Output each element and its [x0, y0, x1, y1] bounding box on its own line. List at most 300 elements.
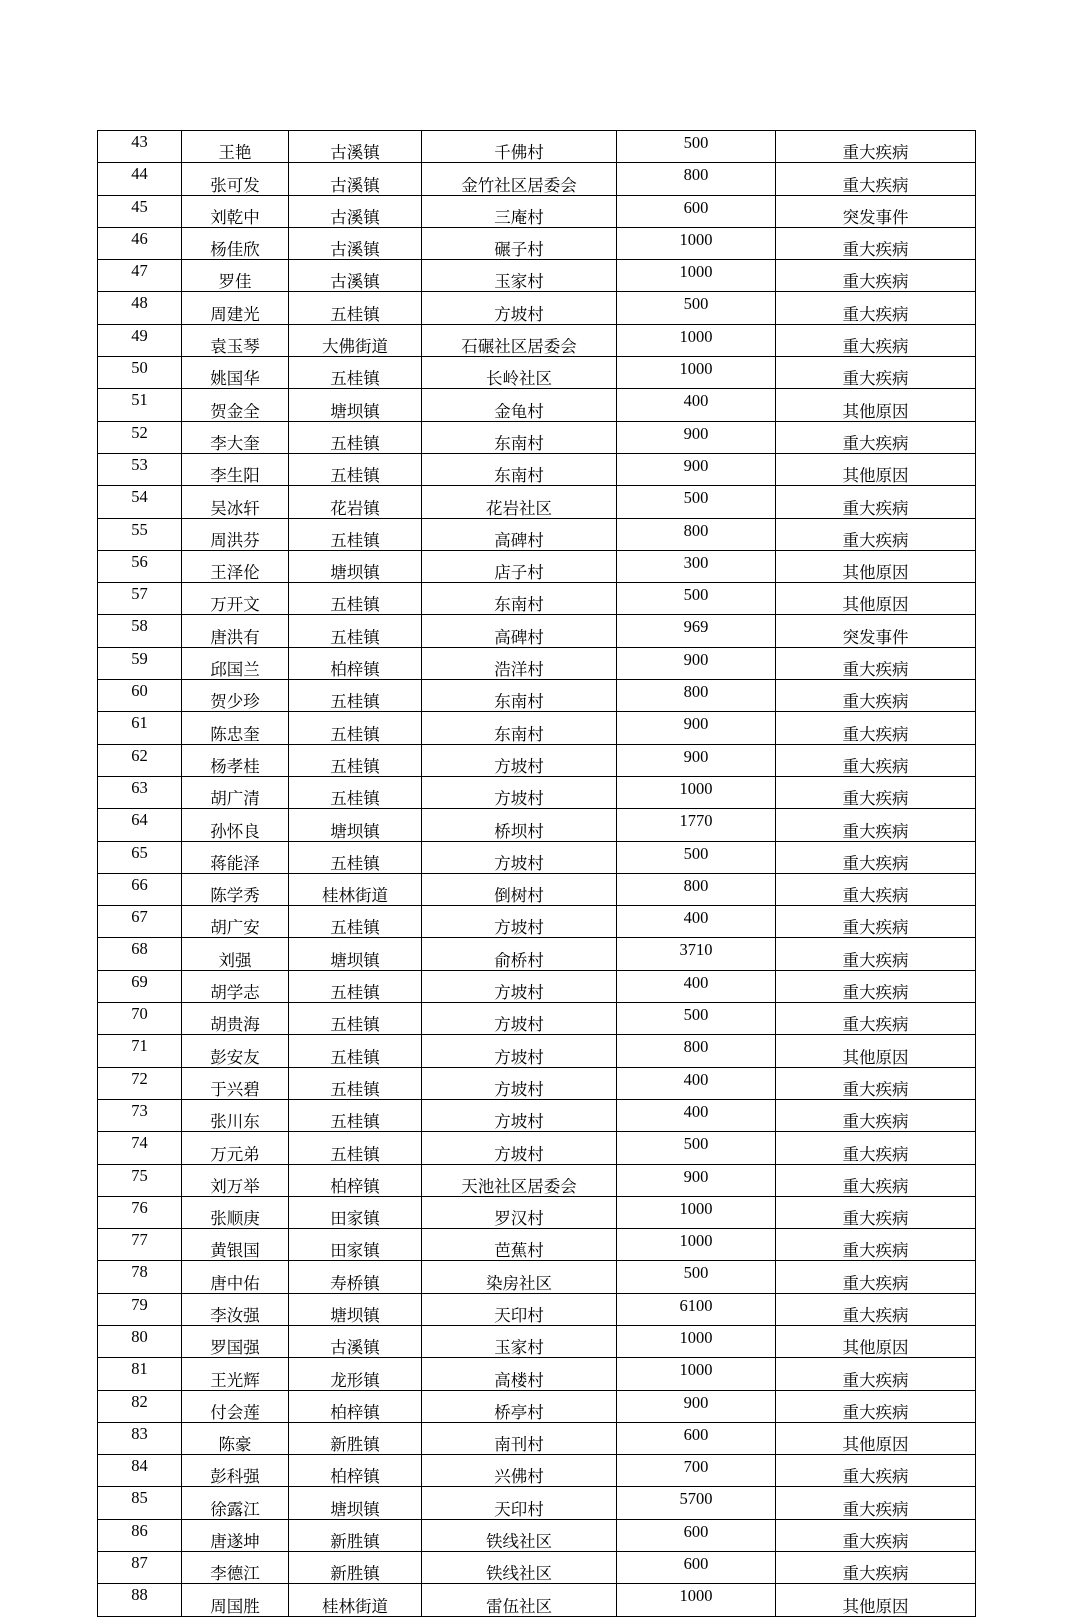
reason-cell: 其他原因 [776, 1584, 976, 1616]
person-name-cell: 黄银国 [182, 1229, 289, 1261]
village-cell: 高楼村 [422, 1358, 617, 1390]
town-cell: 五桂镇 [289, 421, 422, 453]
town-cell: 塘坝镇 [289, 389, 422, 421]
village-cell: 方坡村 [422, 744, 617, 776]
row-number-cell: 76 [98, 1196, 182, 1228]
person-name-cell: 王泽伦 [182, 550, 289, 582]
table-row [98, 809, 976, 841]
row-number-cell: 50 [98, 357, 182, 389]
town-cell: 五桂镇 [289, 615, 422, 647]
reason-cell: 重大疾病 [776, 744, 976, 776]
reason-cell: 重大疾病 [776, 1261, 976, 1293]
village-cell: 玉家村 [422, 260, 617, 292]
reason-cell: 重大疾病 [776, 1487, 976, 1519]
amount-cell: 500 [617, 1261, 776, 1293]
reason-cell: 其他原因 [776, 1422, 976, 1454]
reason-cell: 重大疾病 [776, 841, 976, 873]
town-cell: 五桂镇 [289, 970, 422, 1002]
table-row [98, 453, 976, 485]
row-number-cell: 67 [98, 906, 182, 938]
amount-cell: 800 [617, 163, 776, 195]
reason-cell: 重大疾病 [776, 163, 976, 195]
reason-cell: 重大疾病 [776, 1293, 976, 1325]
reason-cell: 重大疾病 [776, 1519, 976, 1551]
person-name-cell: 周国胜 [182, 1584, 289, 1616]
person-name-cell: 唐遂坤 [182, 1519, 289, 1551]
table-row [98, 550, 976, 582]
table-row [98, 647, 976, 679]
amount-cell: 3710 [617, 938, 776, 970]
town-cell: 塘坝镇 [289, 1487, 422, 1519]
amount-cell: 1000 [617, 1325, 776, 1357]
row-number-cell: 74 [98, 1132, 182, 1164]
table-row [98, 324, 976, 356]
row-number-cell: 88 [98, 1584, 182, 1616]
village-cell: 铁线社区 [422, 1519, 617, 1551]
row-number-cell: 48 [98, 292, 182, 324]
amount-cell: 500 [617, 131, 776, 163]
amount-cell: 600 [617, 1519, 776, 1551]
reason-cell: 其他原因 [776, 583, 976, 615]
row-number-cell: 51 [98, 389, 182, 421]
table-row [98, 227, 976, 259]
table-row [98, 1455, 976, 1487]
village-cell: 天池社区居委会 [422, 1164, 617, 1196]
reason-cell: 突发事件 [776, 195, 976, 227]
table-row [98, 421, 976, 453]
town-cell: 五桂镇 [289, 680, 422, 712]
table-row [98, 1067, 976, 1099]
amount-cell: 800 [617, 873, 776, 905]
reason-cell: 其他原因 [776, 550, 976, 582]
village-cell: 南刊村 [422, 1422, 617, 1454]
row-number-cell: 60 [98, 680, 182, 712]
village-cell: 方坡村 [422, 841, 617, 873]
relief-table-body [98, 131, 976, 1617]
row-number-cell: 57 [98, 583, 182, 615]
table-row [98, 195, 976, 227]
row-number-cell: 62 [98, 744, 182, 776]
village-cell: 东南村 [422, 583, 617, 615]
row-number-cell: 69 [98, 970, 182, 1002]
relief-table [97, 130, 976, 1617]
village-cell: 芭蕉村 [422, 1229, 617, 1261]
reason-cell: 重大疾病 [776, 873, 976, 905]
reason-cell: 重大疾病 [776, 486, 976, 518]
amount-cell: 300 [617, 550, 776, 582]
person-name-cell: 张川东 [182, 1099, 289, 1131]
row-number-cell: 82 [98, 1390, 182, 1422]
person-name-cell: 胡贵海 [182, 1003, 289, 1035]
person-name-cell: 姚国华 [182, 357, 289, 389]
person-name-cell: 徐露江 [182, 1487, 289, 1519]
row-number-cell: 85 [98, 1487, 182, 1519]
table-row [98, 615, 976, 647]
village-cell: 方坡村 [422, 1099, 617, 1131]
village-cell: 千佛村 [422, 131, 617, 163]
reason-cell: 重大疾病 [776, 131, 976, 163]
town-cell: 五桂镇 [289, 357, 422, 389]
person-name-cell: 唐中佑 [182, 1261, 289, 1293]
town-cell: 五桂镇 [289, 583, 422, 615]
village-cell: 高碑村 [422, 615, 617, 647]
amount-cell: 700 [617, 1455, 776, 1487]
person-name-cell: 贺金全 [182, 389, 289, 421]
village-cell: 倒树村 [422, 873, 617, 905]
person-name-cell: 贺少珍 [182, 680, 289, 712]
table-row [98, 970, 976, 1002]
person-name-cell: 万元弟 [182, 1132, 289, 1164]
person-name-cell: 周建光 [182, 292, 289, 324]
table-row [98, 1293, 976, 1325]
village-cell: 方坡村 [422, 906, 617, 938]
reason-cell: 重大疾病 [776, 1196, 976, 1228]
town-cell: 五桂镇 [289, 1067, 422, 1099]
table-row [98, 1584, 976, 1616]
person-name-cell: 杨孝桂 [182, 744, 289, 776]
row-number-cell: 49 [98, 324, 182, 356]
amount-cell: 500 [617, 486, 776, 518]
row-number-cell: 81 [98, 1358, 182, 1390]
row-number-cell: 65 [98, 841, 182, 873]
person-name-cell: 胡学志 [182, 970, 289, 1002]
town-cell: 古溪镇 [289, 1325, 422, 1357]
town-cell: 塘坝镇 [289, 809, 422, 841]
amount-cell: 800 [617, 518, 776, 550]
amount-cell: 1000 [617, 260, 776, 292]
person-name-cell: 于兴碧 [182, 1067, 289, 1099]
town-cell: 五桂镇 [289, 453, 422, 485]
person-name-cell: 王艳 [182, 131, 289, 163]
row-number-cell: 86 [98, 1519, 182, 1551]
person-name-cell: 唐洪有 [182, 615, 289, 647]
amount-cell: 400 [617, 970, 776, 1002]
row-number-cell: 79 [98, 1293, 182, 1325]
village-cell: 罗汉村 [422, 1196, 617, 1228]
amount-cell: 900 [617, 744, 776, 776]
village-cell: 店子村 [422, 550, 617, 582]
village-cell: 高碑村 [422, 518, 617, 550]
reason-cell: 重大疾病 [776, 647, 976, 679]
amount-cell: 1000 [617, 227, 776, 259]
reason-cell: 重大疾病 [776, 680, 976, 712]
row-number-cell: 73 [98, 1099, 182, 1131]
person-name-cell: 胡广清 [182, 776, 289, 808]
table-row [98, 1003, 976, 1035]
reason-cell: 重大疾病 [776, 421, 976, 453]
village-cell: 天印村 [422, 1487, 617, 1519]
amount-cell: 400 [617, 1067, 776, 1099]
amount-cell: 1000 [617, 1229, 776, 1261]
town-cell: 柏梓镇 [289, 647, 422, 679]
village-cell: 桥亭村 [422, 1390, 617, 1422]
reason-cell: 重大疾病 [776, 518, 976, 550]
amount-cell: 1000 [617, 1196, 776, 1228]
row-number-cell: 45 [98, 195, 182, 227]
table-row [98, 131, 976, 163]
town-cell: 五桂镇 [289, 776, 422, 808]
table-row [98, 1164, 976, 1196]
person-name-cell: 付会莲 [182, 1390, 289, 1422]
amount-cell: 900 [617, 647, 776, 679]
reason-cell: 重大疾病 [776, 1455, 976, 1487]
town-cell: 五桂镇 [289, 712, 422, 744]
row-number-cell: 75 [98, 1164, 182, 1196]
person-name-cell: 万开文 [182, 583, 289, 615]
reason-cell: 重大疾病 [776, 1164, 976, 1196]
village-cell: 东南村 [422, 421, 617, 453]
amount-cell: 5700 [617, 1487, 776, 1519]
table-row [98, 357, 976, 389]
person-name-cell: 刘乾中 [182, 195, 289, 227]
amount-cell: 900 [617, 421, 776, 453]
table-row [98, 841, 976, 873]
village-cell: 方坡村 [422, 1035, 617, 1067]
person-name-cell: 张可发 [182, 163, 289, 195]
table-row [98, 1422, 976, 1454]
amount-cell: 900 [617, 453, 776, 485]
town-cell: 五桂镇 [289, 906, 422, 938]
person-name-cell: 陈忠奎 [182, 712, 289, 744]
town-cell: 古溪镇 [289, 163, 422, 195]
person-name-cell: 杨佳欣 [182, 227, 289, 259]
village-cell: 金竹社区居委会 [422, 163, 617, 195]
row-number-cell: 52 [98, 421, 182, 453]
village-cell: 铁线社区 [422, 1552, 617, 1584]
table-row [98, 1035, 976, 1067]
town-cell: 大佛街道 [289, 324, 422, 356]
town-cell: 古溪镇 [289, 260, 422, 292]
person-name-cell: 李汝强 [182, 1293, 289, 1325]
amount-cell: 400 [617, 1099, 776, 1131]
village-cell: 东南村 [422, 712, 617, 744]
village-cell: 方坡村 [422, 292, 617, 324]
amount-cell: 500 [617, 841, 776, 873]
person-name-cell: 陈豪 [182, 1422, 289, 1454]
town-cell: 柏梓镇 [289, 1455, 422, 1487]
row-number-cell: 54 [98, 486, 182, 518]
village-cell: 石碾社区居委会 [422, 324, 617, 356]
reason-cell: 重大疾病 [776, 1067, 976, 1099]
table-row [98, 260, 976, 292]
amount-cell: 1000 [617, 776, 776, 808]
village-cell: 东南村 [422, 453, 617, 485]
person-name-cell: 刘强 [182, 938, 289, 970]
row-number-cell: 87 [98, 1552, 182, 1584]
person-name-cell: 李生阳 [182, 453, 289, 485]
reason-cell: 重大疾病 [776, 970, 976, 1002]
row-number-cell: 70 [98, 1003, 182, 1035]
reason-cell: 其他原因 [776, 1325, 976, 1357]
town-cell: 田家镇 [289, 1196, 422, 1228]
reason-cell: 重大疾病 [776, 324, 976, 356]
table-row [98, 1519, 976, 1551]
table-row [98, 163, 976, 195]
person-name-cell: 袁玉琴 [182, 324, 289, 356]
table-row [98, 712, 976, 744]
row-number-cell: 64 [98, 809, 182, 841]
town-cell: 古溪镇 [289, 131, 422, 163]
row-number-cell: 47 [98, 260, 182, 292]
village-cell: 金龟村 [422, 389, 617, 421]
row-number-cell: 56 [98, 550, 182, 582]
table-row [98, 680, 976, 712]
table-row [98, 873, 976, 905]
village-cell: 长岭社区 [422, 357, 617, 389]
row-number-cell: 84 [98, 1455, 182, 1487]
row-number-cell: 61 [98, 712, 182, 744]
reason-cell: 重大疾病 [776, 809, 976, 841]
row-number-cell: 43 [98, 131, 182, 163]
amount-cell: 900 [617, 1164, 776, 1196]
reason-cell: 重大疾病 [776, 292, 976, 324]
reason-cell: 突发事件 [776, 615, 976, 647]
village-cell: 染房社区 [422, 1261, 617, 1293]
table-row [98, 1196, 976, 1228]
row-number-cell: 55 [98, 518, 182, 550]
amount-cell: 900 [617, 1390, 776, 1422]
person-name-cell: 李德江 [182, 1552, 289, 1584]
amount-cell: 1000 [617, 1584, 776, 1616]
amount-cell: 1000 [617, 357, 776, 389]
table-row [98, 486, 976, 518]
reason-cell: 重大疾病 [776, 906, 976, 938]
village-cell: 碾子村 [422, 227, 617, 259]
reason-cell: 重大疾病 [776, 1390, 976, 1422]
row-number-cell: 46 [98, 227, 182, 259]
person-name-cell: 蒋能泽 [182, 841, 289, 873]
table-row [98, 292, 976, 324]
table-row [98, 389, 976, 421]
town-cell: 五桂镇 [289, 292, 422, 324]
village-cell: 兴佛村 [422, 1455, 617, 1487]
person-name-cell: 罗国强 [182, 1325, 289, 1357]
town-cell: 桂林街道 [289, 873, 422, 905]
reason-cell: 重大疾病 [776, 1003, 976, 1035]
amount-cell: 1000 [617, 324, 776, 356]
row-number-cell: 68 [98, 938, 182, 970]
town-cell: 塘坝镇 [289, 550, 422, 582]
row-number-cell: 71 [98, 1035, 182, 1067]
person-name-cell: 彭科强 [182, 1455, 289, 1487]
table-row [98, 1099, 976, 1131]
town-cell: 古溪镇 [289, 195, 422, 227]
person-name-cell: 彭安友 [182, 1035, 289, 1067]
person-name-cell: 张顺庚 [182, 1196, 289, 1228]
reason-cell: 重大疾病 [776, 938, 976, 970]
reason-cell: 重大疾病 [776, 1358, 976, 1390]
town-cell: 五桂镇 [289, 1099, 422, 1131]
person-name-cell: 罗佳 [182, 260, 289, 292]
amount-cell: 500 [617, 1132, 776, 1164]
table-row [98, 744, 976, 776]
table-row [98, 1390, 976, 1422]
amount-cell: 800 [617, 680, 776, 712]
table-row [98, 1132, 976, 1164]
row-number-cell: 44 [98, 163, 182, 195]
table-row [98, 583, 976, 615]
row-number-cell: 66 [98, 873, 182, 905]
village-cell: 俞桥村 [422, 938, 617, 970]
town-cell: 新胜镇 [289, 1552, 422, 1584]
town-cell: 五桂镇 [289, 518, 422, 550]
row-number-cell: 83 [98, 1422, 182, 1454]
village-cell: 方坡村 [422, 776, 617, 808]
amount-cell: 1770 [617, 809, 776, 841]
village-cell: 雷伍社区 [422, 1584, 617, 1616]
town-cell: 五桂镇 [289, 744, 422, 776]
person-name-cell: 李大奎 [182, 421, 289, 453]
amount-cell: 500 [617, 583, 776, 615]
reason-cell: 重大疾病 [776, 1132, 976, 1164]
row-number-cell: 78 [98, 1261, 182, 1293]
town-cell: 塘坝镇 [289, 1293, 422, 1325]
amount-cell: 6100 [617, 1293, 776, 1325]
person-name-cell: 刘万举 [182, 1164, 289, 1196]
table-row [98, 1552, 976, 1584]
amount-cell: 900 [617, 712, 776, 744]
row-number-cell: 80 [98, 1325, 182, 1357]
amount-cell: 400 [617, 389, 776, 421]
town-cell: 柏梓镇 [289, 1164, 422, 1196]
table-row [98, 1487, 976, 1519]
row-number-cell: 58 [98, 615, 182, 647]
town-cell: 塘坝镇 [289, 938, 422, 970]
town-cell: 新胜镇 [289, 1422, 422, 1454]
person-name-cell: 邱国兰 [182, 647, 289, 679]
reason-cell: 其他原因 [776, 389, 976, 421]
amount-cell: 500 [617, 292, 776, 324]
reason-cell: 重大疾病 [776, 712, 976, 744]
table-row [98, 906, 976, 938]
person-name-cell: 孙怀良 [182, 809, 289, 841]
amount-cell: 600 [617, 1552, 776, 1584]
village-cell: 玉家村 [422, 1325, 617, 1357]
town-cell: 寿桥镇 [289, 1261, 422, 1293]
village-cell: 三庵村 [422, 195, 617, 227]
town-cell: 桂林街道 [289, 1584, 422, 1616]
reason-cell: 其他原因 [776, 453, 976, 485]
town-cell: 花岩镇 [289, 486, 422, 518]
reason-cell: 重大疾病 [776, 227, 976, 259]
table-row [98, 1261, 976, 1293]
village-cell: 方坡村 [422, 1132, 617, 1164]
table-row [98, 776, 976, 808]
village-cell: 浩洋村 [422, 647, 617, 679]
person-name-cell: 王光辉 [182, 1358, 289, 1390]
person-name-cell: 吴冰轩 [182, 486, 289, 518]
table-row [98, 1325, 976, 1357]
town-cell: 柏梓镇 [289, 1390, 422, 1422]
amount-cell: 969 [617, 615, 776, 647]
village-cell: 天印村 [422, 1293, 617, 1325]
town-cell: 新胜镇 [289, 1519, 422, 1551]
reason-cell: 重大疾病 [776, 776, 976, 808]
reason-cell: 重大疾病 [776, 260, 976, 292]
town-cell: 五桂镇 [289, 1035, 422, 1067]
reason-cell: 重大疾病 [776, 1229, 976, 1261]
table-row [98, 938, 976, 970]
person-name-cell: 周洪芬 [182, 518, 289, 550]
person-name-cell: 陈学秀 [182, 873, 289, 905]
table-row [98, 518, 976, 550]
amount-cell: 600 [617, 195, 776, 227]
row-number-cell: 53 [98, 453, 182, 485]
village-cell: 方坡村 [422, 1067, 617, 1099]
amount-cell: 800 [617, 1035, 776, 1067]
row-number-cell: 59 [98, 647, 182, 679]
village-cell: 方坡村 [422, 970, 617, 1002]
